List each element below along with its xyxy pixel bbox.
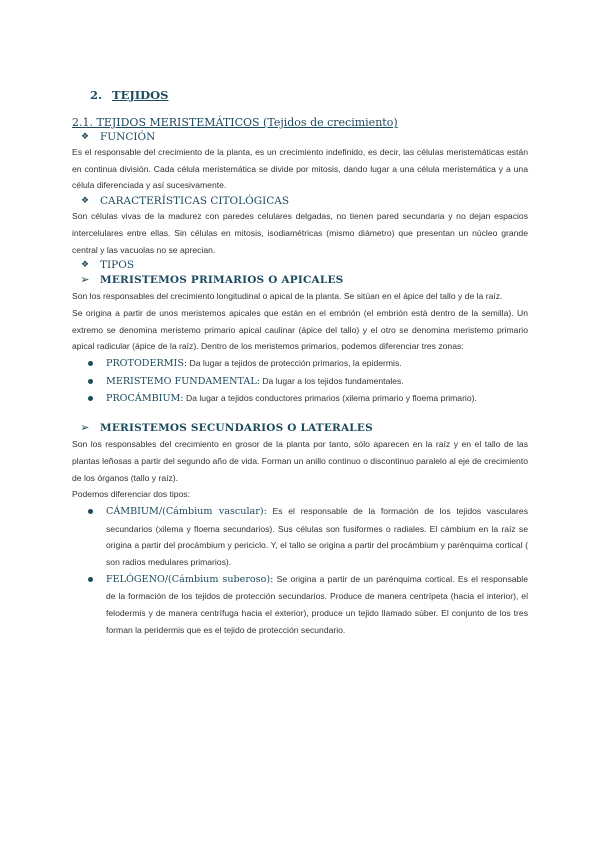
funcion-heading-text: FUNCIÓN — [100, 131, 156, 143]
subsection-title: 2.1. TEJIDOS MERISTEMÁTICOS (Tejidos de crecimiento) — [72, 116, 398, 129]
tipos-heading-text: TIPOS — [100, 259, 135, 272]
list-item — [72, 390, 528, 408]
caracteristicas-paragraph: Son células vivas de la madurez con paredes celulares delgadas, no tienen pared secundaria y no dejan espacios intercelulares entre ellas. Sin células en mitosis, isodiamétricas (mismo diámetro) que presentan un núcleo grande central y las vacuolas no se aprecian. — [72, 211, 528, 255]
list-item-term: FELÓGENO/(Cámbium suberoso): — [106, 573, 274, 585]
list-item — [72, 571, 528, 639]
caracteristicas-heading-text: CARACTERÍSTICAS CITOLÓGICAS — [100, 195, 290, 208]
list-item-term: CÁMBIUM/(Cámbium vascular): — [106, 505, 267, 517]
diamond-bullet-icon: ❖ — [80, 132, 90, 142]
list-item-desc: Da lugar a los tejidos fundamentales. — [259, 375, 404, 386]
diamond-bullet-icon: ❖ — [80, 260, 90, 271]
diamond-bullet-icon: ❖ — [80, 196, 90, 207]
list-item-term: PROTODERMIS: — [106, 358, 188, 370]
primarios-heading — [72, 272, 528, 288]
arrowhead-bullet-icon: ➢ — [80, 273, 90, 287]
dot-bullet-icon — [88, 379, 93, 384]
list-item-term: PROCÁMBIUM: — [106, 393, 184, 405]
document-content — [72, 86, 528, 639]
list-item — [72, 373, 528, 391]
list-item-desc: Da lugar a tejidos conductores primarios (xilema primario y floema primario). — [183, 393, 477, 404]
dot-bullet-icon — [88, 577, 93, 582]
list-item — [72, 355, 528, 373]
arrowhead-bullet-icon: ➢ — [80, 421, 90, 435]
secundarios-list — [72, 503, 528, 639]
section-number: 2. — [90, 88, 103, 102]
section-title: TEJIDOS — [112, 88, 169, 102]
list-item — [72, 503, 528, 571]
list-item-desc: Es el responsable de la formación de los tejidos vasculares secundarios (xilema y floema secundarios). Sus células son fusiformes o radiales. El cámbium en la raíz se origina a partir del procámbium y periciclo. Y, el tallo se origina a partir del procámbium y parénquima cortical ( son radios medulares primarios). — [106, 505, 528, 568]
list-item-term: MERISTEMO FUNDAMENTAL: — [106, 375, 260, 387]
tipos-heading — [72, 258, 528, 272]
primarios-paragraph-2: Se origina a partir de unos meristemos apicales que están en el embrión (el embrión está dentro de la semilla). Un extremo se denomina meristemo primario apical caulinar (ápice del tallo) y el otro se denomina meristemo primario apical radicular (ápice de la raíz). Dentro de los meristemos primarios, podemos diferenciar tres zonas: — [72, 307, 528, 352]
secundarios-heading — [72, 420, 528, 436]
secundarios-heading-text: MERISTEMOS SECUNDARIOS O LATERALES — [100, 422, 373, 435]
section-heading — [90, 86, 528, 104]
funcion-paragraph: Es el responsable del crecimiento de la planta, es un crecimiento indefinido, es decir, las células meristemáticas están en continua división. Cada célula meristemática se divide por mitosis, dando lugar a una célula meristemática y a una célula diferenciada y así sucesivamente. — [72, 147, 528, 191]
primarios-heading-text: MERISTEMOS PRIMARIOS O APICALES — [100, 274, 344, 287]
primarios-paragraph-1: Son los responsables del crecimiento longitudinal o apical de la planta. Se sitúan en el ápice del tallo y de la raíz. — [72, 291, 503, 302]
funcion-heading — [72, 130, 528, 144]
secundarios-paragraph-2: Podemos diferenciar dos tipos: — [72, 489, 190, 500]
dot-bullet-icon — [88, 361, 93, 366]
list-item-desc: Se origina a partir de un parénquima cortical. Es el responsable de la formación de los tejidos de protección secundarios. Produce de manera centrípeta (hacia el interior), el felodermis y de manera centrífuga hacia el exterior), produce un tejido llamado súber. El conjunto de los tres forman la peridermis que es el tejido de protección secundario. — [106, 573, 528, 635]
list-item-desc: Da lugar a tejidos de protección primarios, la epidermis. — [187, 358, 402, 369]
primarios-list — [72, 355, 528, 408]
dot-bullet-icon — [88, 509, 93, 514]
dot-bullet-icon — [88, 396, 93, 401]
caracteristicas-heading — [72, 194, 528, 208]
secundarios-paragraph-1: Son los responsables del crecimiento en grosor de la planta por tanto, sólo aparecen en la raíz y en el tallo de las plantas leñosas a partir del segundo año de vida. Forman un anillo continuo o discontinuo paralelo al eje de crecimiento de los órganos (tallo y raíz). — [72, 439, 528, 483]
